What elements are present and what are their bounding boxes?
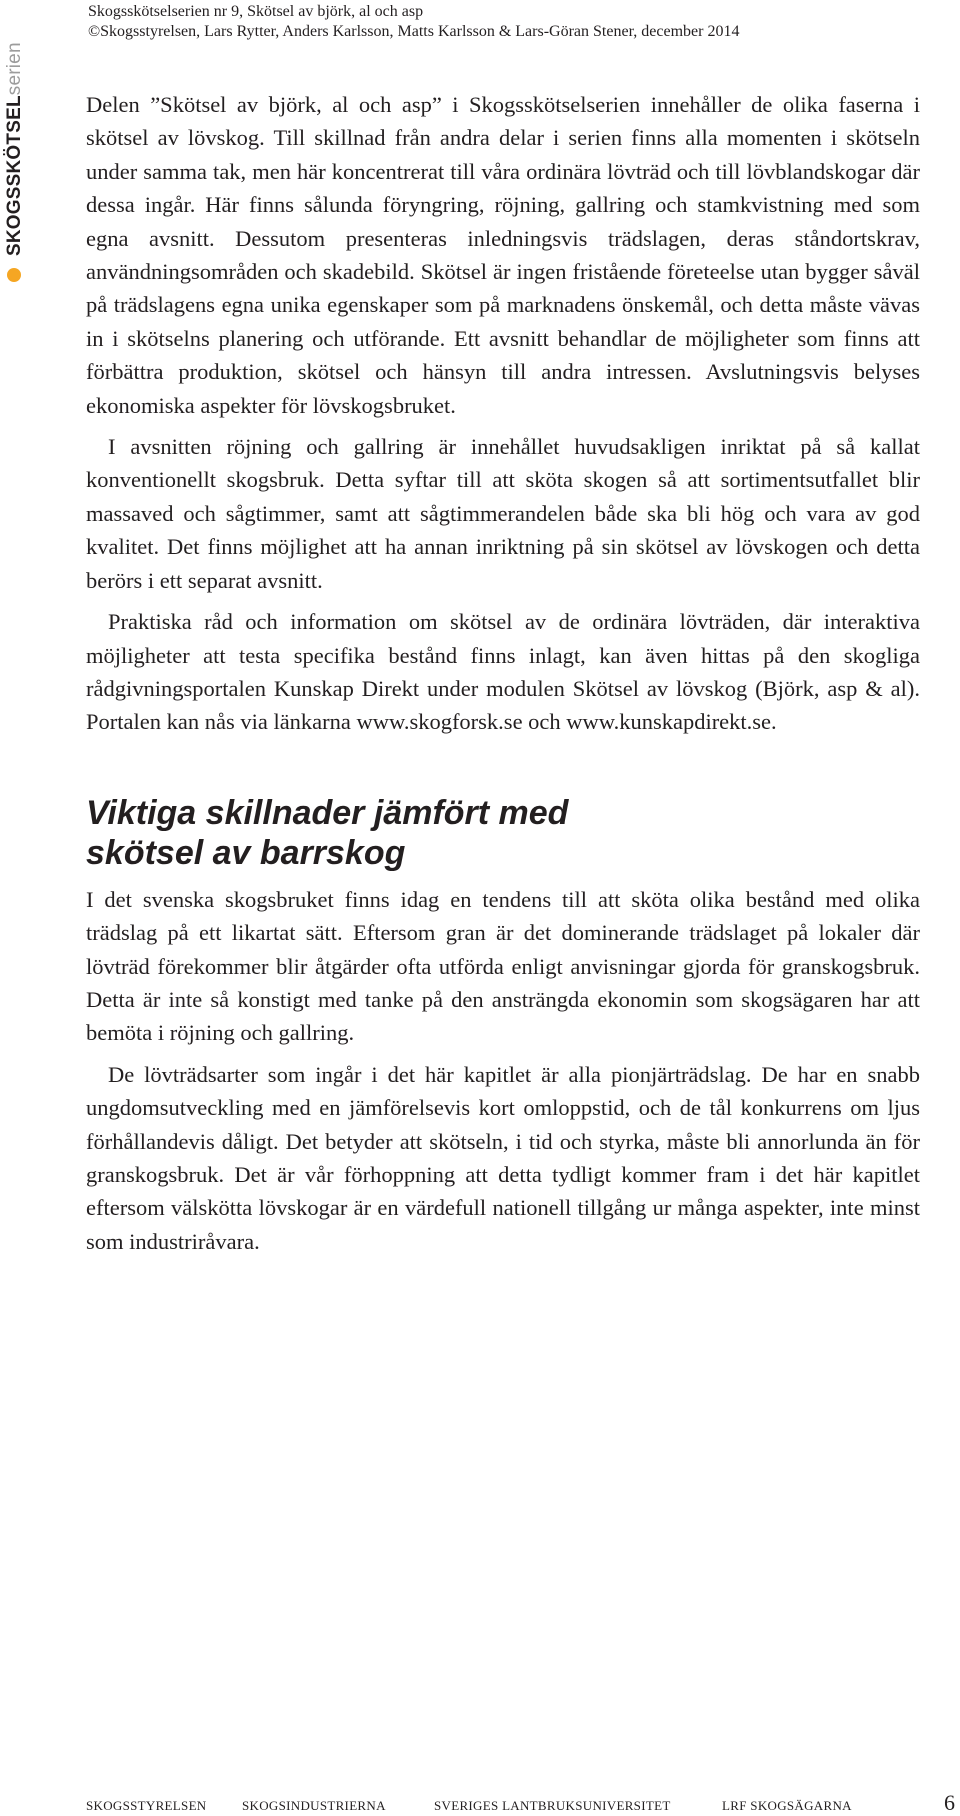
footer-org-skogsstyrelsen: SKOGSSTYRELSEN <box>86 1798 207 1813</box>
intro-paragraph-3: Praktiska råd och information om skötsel av de ordinära lövträden, där interaktiva möjligheter att testa specifika bestånd finns inlagt, kan även hittas på den skogliga rådgivningsportalen Kunskap Direkt under modulen Skötsel av lövskog (Björk, asp & al). Portalen kan nås via länkarna www.skogforsk.se och www.kunskapdirekt.se. <box>86 609 920 735</box>
section-paragraph-2: De lövträdsarter som ingår i det här kapitlet är alla pionjärträdslag. De har en snabb ungdomsutveckling med en jämförelsevis kort omloppstid, och de tål konkurrens om ljus förhållandevis dåligt. Det betyder att skötseln, i tid och styrka, måste bli annorlunda än för granskogsbruk. Det är vår förhoppning att detta tydligt kommer fram i det här kapitlet eftersom välskötta lövskogar är en värdefull nationell tillgång ur många aspekter, inte minst som industriråvara. <box>86 1061 920 1254</box>
section-heading: Viktiga skillnader jämfört med skötsel av barrskog <box>86 793 569 872</box>
footer-org-slu: SVERIGES LANTBRUKSUNIVERSITET <box>434 1798 671 1813</box>
running-header <box>88 2 908 42</box>
page-number: 6 <box>944 1790 956 1815</box>
series-logo-light: serien <box>4 42 25 96</box>
footer-org-skogsindustrierna: SKOGSINDUSTRIERNA <box>242 1798 386 1813</box>
header-copyright: ©Skogsstyrelsen, Lars Rytter, Anders Karlsson, Matts Karlsson & Lars-Göran Stener, december 2014 <box>88 23 740 40</box>
series-logo-text <box>4 42 26 256</box>
series-logo-bold: SKOGSSKÖTSEL <box>4 95 25 256</box>
intro-paragraph-2: I avsnitten röjning och gallring är innehållet huvudsakligen inriktat på så kallat konventionellt skogsbruk. Detta syftar till att sköta skogen så att sortimentsutfallet blir massaved och sågtimmer, samt att sågtimmerandelen både ska bli hög och vara av god kvalitet. Det finns möjlighet att ha annan inriktning på sin skötsel av lövskogen och detta berörs i ett separat avsnitt. <box>86 434 920 593</box>
series-logo <box>0 36 30 256</box>
main-content <box>86 88 920 1258</box>
footer-org-lrf: LRF SKOGSÄGARNA <box>722 1798 852 1813</box>
header-series-title: Skogsskötselserien nr 9, Skötsel av björk, al och asp <box>88 3 424 20</box>
logo-dot-icon <box>7 268 21 282</box>
page-footer <box>86 1790 960 1815</box>
section-paragraph-1: I det svenska skogsbruket finns idag en tendens till att sköta olika bestånd med olika trädslag på ett likartat sätt. Eftersom gran är det dominerande trädslaget på lokaler där lövträd förekommer blir åtgärder ofta utförda enligt anvisningar gjorda för granskogsbruk. Detta är inte så konstigt med tanke på den ansträngda ekonomin som skogsägaren har att bemöta i röjning och gallring. <box>86 886 920 1046</box>
intro-paragraph-1: Delen ”Skötsel av björk, al och asp” i Skogsskötselserien innehåller de olika faserna i skötsel av lövskog. Till skillnad från andra delar i serien finns alla momenten i skötseln under samma tak, men här koncentrerat till våra ordinära lövträd och till lövblandskogar där dessa ingår. Här finns sålunda föryngring, röjning, gallring och stamkvistning med som egna avsnitt. Dessutom presenteras inledningsvis trädslagen, deras ståndortskrav, användningsområden och skadebild. Skötsel är ingen fristående företeelse utan bygger såväl på trädslagens egna unika egenskaper som på marknadens önskemål, och detta måste vävas in i skötselns planering och utförande. Ett avsnitt behandlar de möjligheter som finns att förbättra produktion, skötsel och hänsyn till andra intressen. Avslutningsvis belyses ekonomiska aspekter för lövskogsbruket. <box>86 92 920 418</box>
